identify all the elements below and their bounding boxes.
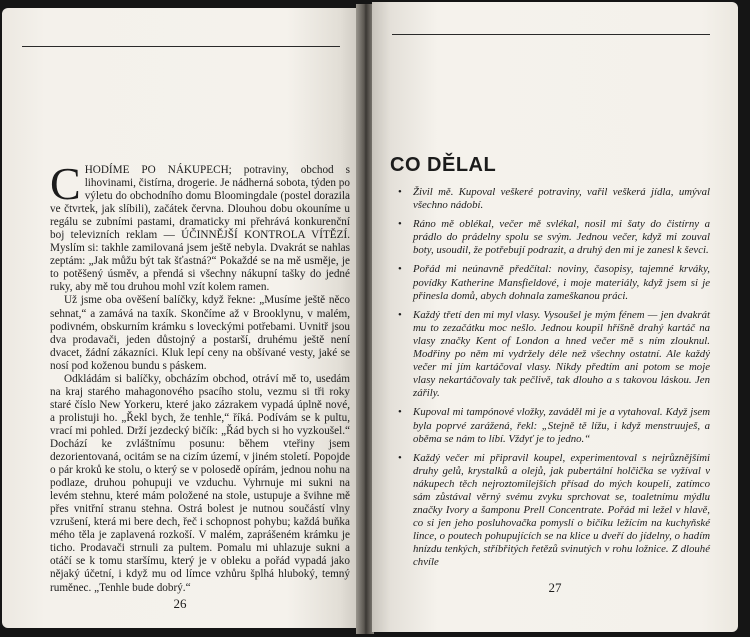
list-item-text: Každý večer mi připravil koupel, experimentoval s nejrůznějšími druhy gelů, krystalků a olejů, jak pubertální holčička se vyžíval v nákupech těch nejroztomilejších přísad do mých koupelí, zatímco sám zůstával věrný svému zvyku sprchovat se, toaletnímu mýdlu značky Ivory a šamponu Prell Concentrate. Pořád mi ležel v hlavě, co si jen jeho posluhovačka pomyslí o bičíku ležícím na kuchyňské lince, o poutech pohupujících se na klice u dveří do jídelny, o hadím hnízdu tenkých, stříbřitých řetězů svinutých v rohu ložnice. Z dlouhé chvíle: [413, 451, 710, 569]
bullet-icon: •: [398, 406, 402, 419]
list-item: [398, 218, 710, 257]
bullet-icon: •: [398, 308, 402, 321]
chapter-title: CO DĚLAL: [390, 154, 497, 176]
drop-cap: C: [50, 158, 81, 209]
paragraph-2: Už jsme oba ověšení balíčky, když řekne: „Musíme ještě něco sehnat,“ a zamává na taxík. Skončíme až v Brooklynu, v malém, podivném, obskurním krámku s loveckými potřebami. Uvnitř jsou dva prodavači, jeden důstojný a postarší, druhému ještě není dvacet, žádní zákazníci. Kluk lepí ceny na obšívané vesty, jaké se nosí pod koženou bundu s páskem.: [50, 294, 350, 372]
list-item-text: Kupoval mi tampónové vložky, zaváděl mi je a vytahoval. Když jsem byla poprvé zarážená, řekl: „Stejně tě lížu, i když menstruuješ, a oběma se nám to líbí. Vždyť je to jedno.“: [413, 406, 710, 445]
bullet-icon: •: [398, 451, 402, 464]
list-item: [398, 452, 710, 570]
list-item-text: Ráno mě oblékal, večer mě svlékal, nosil mi šaty do čistírny a prádlo do prádelny spolu se svým. Jednou večer, když mi zouval boty, usoudil, že potřebují podrazit, a druhý den mi je zanesl k ševci.: [413, 218, 710, 257]
list-item-text: Každý třetí den mi myl vlasy. Vysoušel je mým fénem — jen dvakrát mu to zezačátku moc nešlo. Jednou koupil hříšně drahý kartáč na vlasy značky Kent of London a hned večer mě s ním zlouknul. Modřiny po něm mi vydržely déle než všechny ostatní. Ale každý večer mi jím kartáčoval vlasy. Nikdy předtím ani potom se moje vlasy nekartáčovaly tak pečlivě, tak dlouho a s takovou láskou. Jen zářily.: [413, 308, 710, 400]
right-page: [372, 2, 738, 632]
paragraph-1-text: HODÍME PO NÁKUPECH; potraviny, obchod s lihovinami, čistírna, drogerie. Je nádherná sobota, týden po výletu do obchodního domu Bloomingdale (postel dorazila ve čtvrtek, jak slíbili), začátek června. Dlouhou dobu okouníme u regálu se zubními pastami, dramaticky mi přehrává konkurenční boj televizních reklam — ÚČINNĚJŠÍ KONTROLA VÍTĚZÍ. Myslím si: takhle zamilovaná jsem ještě nebyla. Dvakrát se nahlas zeptám: „Jak můžu být tak šťastná?“ Pokaždé se na mě usměje, je to potěšený úsměv, a přendá si všechny nákupní tašky do jedné ruky, aby mě tou druhou mohl vzít kolem ramen.: [50, 164, 350, 294]
paragraph-1: [50, 158, 350, 294]
header-rule: [22, 46, 340, 47]
list-item: [398, 406, 710, 445]
list-item: [398, 309, 710, 401]
list-item-text: Živil mě. Kupoval veškeré potraviny, vařil veškerá jídla, umýval všechno nádobí.: [413, 186, 710, 212]
bullet-icon: •: [398, 186, 402, 198]
list-item: [398, 263, 710, 302]
page-number-left: 26: [173, 596, 187, 611]
page-number-right: 27: [548, 580, 562, 595]
bullet-list: [398, 186, 710, 576]
left-page-text: [50, 158, 350, 595]
list-item: [398, 186, 710, 212]
left-page: [2, 8, 358, 628]
list-item-text: Pořád mi neúnavně předčítal: noviny, časopisy, tajemné krváky, povídky Katherine Mansfieldové, i moje materiály, když jsem si je přinesla domů, abych dohnala zameškanou práci.: [413, 263, 710, 302]
header-rule: [392, 34, 710, 35]
paragraph-3: Odkládám si balíčky, obcházím obchod, otráví mě to, usedám na kraj starého mahagonového psacího stolu, vezmu si tři roky staré číslo New Yorkeru, které jako zázrakem vypadá úplně nové, a prolistuji ho. „Řekl bych, že tenhle,“ říká. Podívám se k pultu, vrací mi pohled. Drží jezdecký bičík: „Řád bych si ho vyzkoušel.“ Dochází ke zvláštnímu posunu: během vteřiny jsem dezorientovaná, ocitám se na cizím území, v jiném století. Popojde o pár kroků ke stolu, o který se v polosedě opírám, jednou nohu na podlaze, druhou pohupuji ve vzduchu. Vyhrnuje mi sukni na levém stehnu, které mám položené na stole, ustupuje a švihne mě přes vnitřní stranu stehna. Ostrá bolest je nutnou součástí vlny vzrušení, která mi bere dech, řeč i schopnost pohybu; každá buňka mého těla je zaplavená rozkoší. V malém, zaprášeném krámku je ticho. Prodavači strnuli za pultem. Pomalu mi uhlazuje sukni a otáčí se k tomu staršímu, který je v obleku a pořád vypadá jako nějaký účetní, i když mu od límce vzhůru šplhá hluboký, temný ruměnec. „Tenhle bude dobrý.“: [50, 372, 350, 594]
bullet-icon: •: [398, 263, 402, 276]
bullet-icon: •: [398, 218, 402, 231]
